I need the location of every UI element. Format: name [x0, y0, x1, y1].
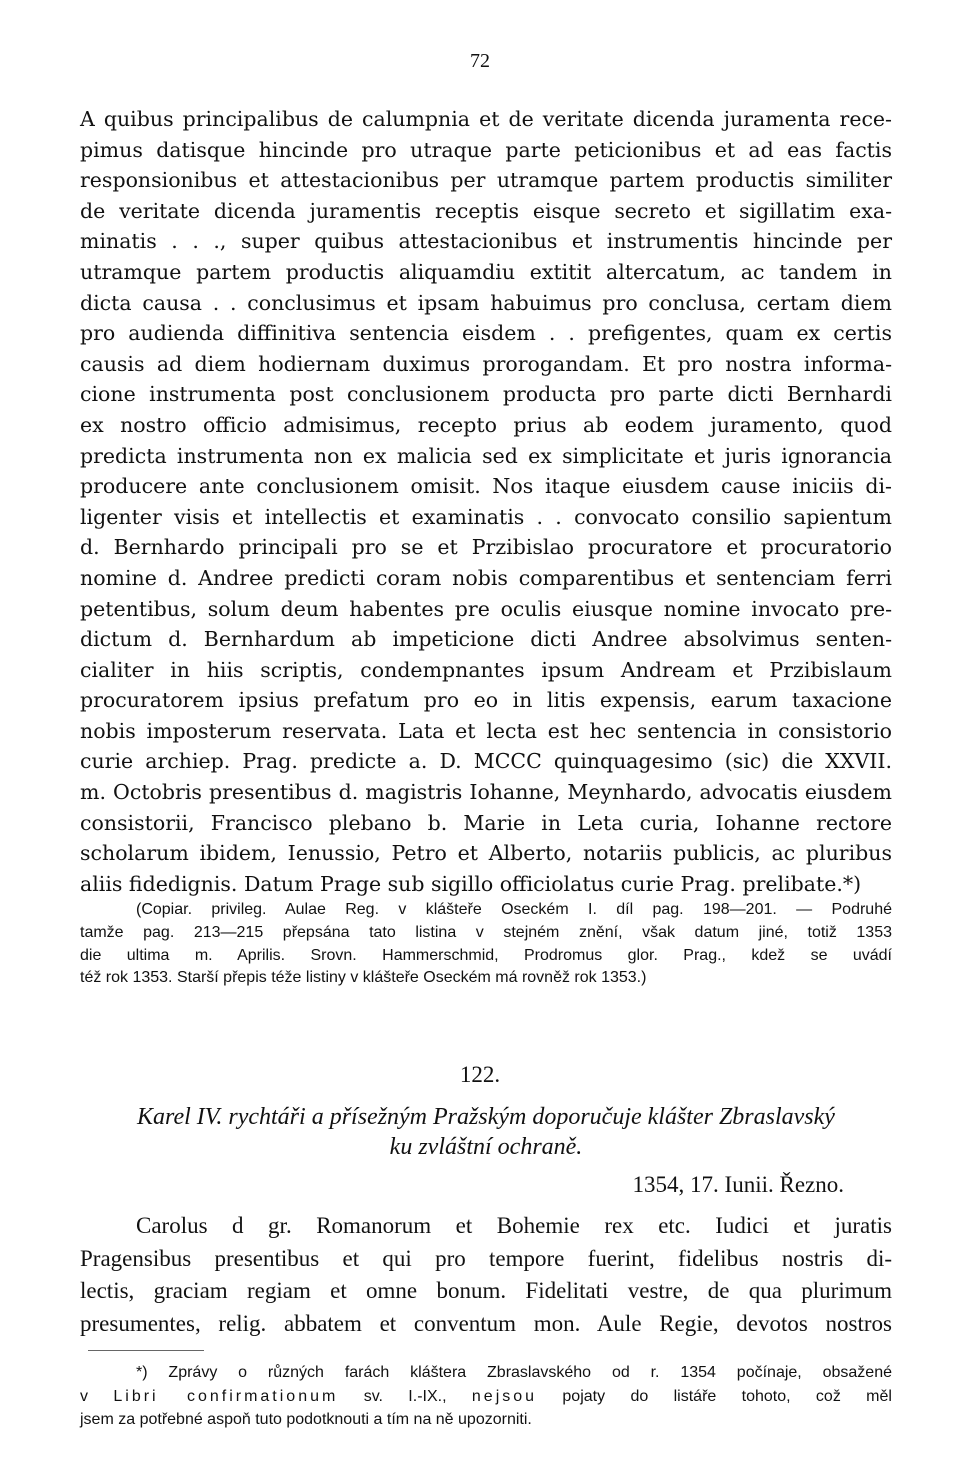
spaced-word: nejsou — [471, 1387, 538, 1405]
date-place: 1354, 17. Iunii. Řezno. — [632, 1172, 844, 1197]
text-line: producere ante conclusionem omisit. Nos itaque eiusdem cause iniciis di- — [80, 474, 892, 499]
text-line: nomine d. Andree predicti coram nobis comparentibus et sentenciam ferri — [80, 565, 892, 590]
footnote-text: sv. I.-IX., — [363, 1387, 447, 1405]
text-line: cialiter in hiis scriptis, condempnantes ipsum Andream et Przibislaum — [80, 657, 892, 682]
spaced-title: Libri confirmationum — [113, 1387, 339, 1405]
text-line: ex nostro officio admisimus, recepto prius ab eodem juramento, quod — [80, 412, 892, 437]
footnote — [80, 1361, 892, 1432]
text-line: cione instrumenta post conclusionem producta pro parte dicti Bernhardi — [80, 382, 892, 407]
text-line: nobis imposterum reservata. Lata et lecta est hec sentencia in consistorio — [80, 718, 892, 743]
note-line: tamže pag. 213—215 přepsána tato listina v stejném znění, však datum jiné, totiž 1353 — [80, 923, 892, 941]
text-line: Carolus d gr. Romanorum et Bohemie rex etc. Iudici et juratis — [136, 1213, 892, 1238]
footnote-divider — [88, 1350, 204, 1351]
text-line: causis ad diem hodiernam duximus prorogandam. Et pro nostra informa- — [80, 351, 892, 376]
text-line: curie archiep. Prag. predicte a. D. MCCC quinquagesimo (sic) die XXVII. — [80, 749, 892, 774]
text-line: minatis . . ., super quibus attestacionibus et instrumentis hincinde per — [80, 229, 892, 254]
source-note — [80, 899, 892, 990]
footnote-line: jsem za potřebné aspoň tuto podotknouti a tím na ně upozorniti. — [80, 1411, 532, 1428]
heading-line: ku zvláštní ochraně. — [389, 1134, 583, 1160]
document-body — [80, 1210, 892, 1340]
footnote-text: v — [80, 1387, 88, 1405]
footnote-text: pojaty do listáře tohoto, což měl — [562, 1387, 892, 1405]
document-number: 122. — [459, 1062, 501, 1087]
note-line: die ultima m. Aprilis. Srovn. Hammerschmid, Prodromus glor. Prag., kdež se uvádí — [80, 946, 892, 964]
text-line: dicta causa . . conclusimus et ipsam habuimus pro conclusa, certam diem — [80, 290, 892, 315]
text-line: pimus datisque hincinde pro utraque parte peticionibus et ad eas factis — [80, 137, 892, 162]
text-line: A quibus principalibus de calumpnia et de veritate dicenda juramenta rece- — [80, 107, 892, 131]
document-heading — [80, 1102, 892, 1162]
text-line: pro audienda diffinitiva sentencia eisdem . . prefigentes, quam ex certis — [80, 321, 892, 346]
page-number: 72 — [470, 50, 490, 72]
text-line: dictum d. Bernhardum ab impeticione dicti Andree absolvimus senten- — [80, 627, 892, 652]
text-line: presumentes, relig. abbatem et conventum mon. Aule Regie, devotos nostros — [80, 1310, 892, 1336]
text-line: d. Bernhardo principali pro se et Przibislao procuratore et procuratorio — [80, 535, 892, 560]
text-line: predicta instrumenta non ex malicia sed ex simplicitate et juris ignorancia — [80, 443, 892, 468]
text-line: Pragensibus presentibus et qui pro tempore fuerint, fidelibus nostris di- — [80, 1245, 892, 1271]
note-line: (Copiar. privileg. Aulae Reg. v klášteře Oseckém I. díl pag. 198—201. — Podruhé — [136, 901, 892, 918]
main-text-block — [80, 104, 892, 899]
text-line: scholarum ibidem, Ienussio, Petro et Alberto, notariis publicis, ac pluribus — [80, 841, 892, 866]
text-line: de veritate dicenda juramentis receptis eisque secreto et sigillatim exa- — [80, 198, 892, 223]
text-line: utramque partem productis aliquamdiu extitit altercatum, ac tandem in — [80, 259, 892, 284]
footnote-line — [80, 1385, 892, 1409]
note-line: též rok 1353. Starší přepis téže listiny v klášteře Oseckém má rovněž rok 1353.) — [80, 969, 647, 987]
text-line: consistorii, Francisco plebano b. Marie in Leta curia, Iohanne rectore — [80, 810, 892, 835]
footnote-line: *) Zprávy o různých farách kláštera Zbraslavského od r. 1354 počínaje, obsažené — [136, 1364, 892, 1381]
heading-line: Karel IV. rychtáři a přísežným Pražským doporučuje klášter Zbraslavský — [137, 1104, 835, 1130]
text-line: aliis fidedignis. Datum Prage sub sigillo officiolatus curie Prag. prelibate.*) — [80, 871, 862, 896]
text-line: m. Octobris presentibus d. magistris Iohanne, Meynhardo, advocatis eiusdem — [80, 780, 892, 805]
text-line: ligenter visis et intellectis et examinatis . . convocato consilio sapientum — [80, 504, 892, 529]
text-line: petentibus, solum deum habentes pre oculis eiusque nomine invocato pre- — [80, 596, 892, 621]
text-line: procuratorem ipsius prefatum pro eo in litis expensis, earum taxacione — [80, 688, 892, 713]
text-line: lectis, graciam regiam et omne bonum. Fidelitati vestre, de qua plurimum — [80, 1278, 892, 1303]
text-line: responsionibus et attestacionibus per utramque partem productis similiter — [80, 168, 892, 193]
